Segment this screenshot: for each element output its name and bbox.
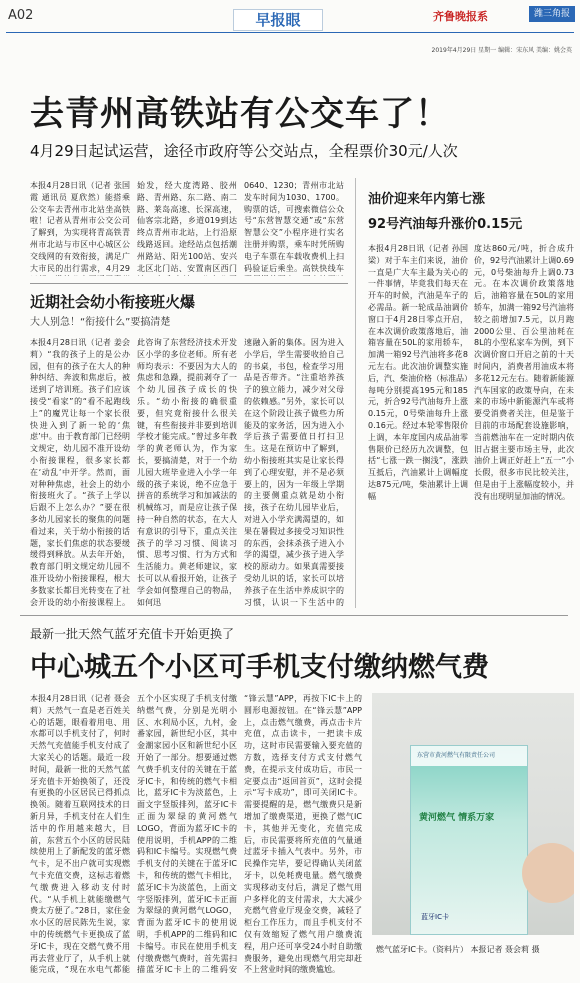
bus-col-2: 始发，经大度湾路、胶州路、青州路、东二路、南二路、莱岛高速、长深高速，仙客宗北路，乡道019到达终点青州市北站，上行沿原线路返回。途经站点包括潮州路站、阳光100站、安兴北区北门站、安置南区西门 [137, 181, 237, 273]
gas-card-photo [372, 693, 574, 935]
bus-headline: 去青州高铁站有公交车了！ [30, 94, 450, 134]
photo-caption: 燃气蓝牙IC卡。（资料片） 本报记者 聂会莉 摄 [376, 945, 540, 954]
tutoring-headline: 近期社会幼小衔接班火爆 [30, 293, 196, 311]
tutoring-subheadline: 大人别急！“衔接什么”要搞清楚 [30, 317, 171, 328]
tutoring-col-1: 本报4月28日讯（记者 姜会莉）“我的孩子上的是公办园，但有的孩子在大人的种种纠结、奔波和焦虑后，被送到了培训班。孩子们应该接受“看家”的“看不起跑线上”的魔咒让每一个家长很快进入到了新一轮的‘焦虑’中。由于教育部门已经明文规定，幼儿园不准开设幼小衔接课程，很多家长都在‘动乱’中开学。然而，面对种种焦虑，社会上的幼小衔接班火了。“孩子上学以后跟不上怎么办？”要在很多幼儿园家长的聚焦的问题看过来，关于幼小衔接的话题，家长们焦虑的状态要缓缓得到释放。从去年开始，教育部门明文规定幼儿园不准开设幼小衔接课程，根大多数家长都目光转变在了社会开设的幼小衔接课程上。 [30, 338, 130, 607]
section-tab: 早报眼 [233, 9, 323, 31]
card-label: 蓝牙IC卡 [421, 913, 449, 921]
oil-headline: 油价迎来年内第七涨 [368, 192, 486, 207]
gas-col-2: 五个小区实现了手机支付缴纳燃气费，分别是光明小区、水利局小区，九村，金番家园，新世纪小区，其中金潮家园小区和新世纪小区开始了一部分。想要通过燃气费手机支付的关键在于蓝牙IC卡，和传统的燃气卡相比，蓝牙IC卡为淡蓝色，上面文字竖版排列，蓝牙IC卡正面为翠绿的黄河燃气LOGO，背面为蓝牙IC卡的使用说明，手机APP的二维码和IC卡编号。实现燃气费手机支付的关键在于蓝牙IC卡，和传统的燃气卡相比，蓝牙IC卡为淡蓝色，上面文字竖版排列，蓝牙IC卡正面为翠绿的黄河燃气LOGO，背面为蓝牙IC卡的使用说明，手机APP的二维码和IC卡编号。市民在使用手机支付缴费燃气费时，首先需扫描蓝牙IC卡上的二维码安 [137, 694, 237, 975]
gas-col-3: “锋云慧”APP，再按下IC卡上的圆形电源按钮。在“锋云慧”APP上，点击燃气缴费，再点击卡片充值，点击读卡，一把读卡成功，这时市民需要输入要充值的方数，选择支付方式支付燃气费，在提示支付成功后，市民一定要点击“返回首页”，这时会提示“写卡成功”，即可关闭IC卡。需要提醒的是，燃气缴费只是新增加了缴费渠道，更换了燃气IC卡，其他并无变化，充值完成后，市民需要将所充值的气量通过蓝牙卡插入气表中。另外，市民操作完毕，要记得确认关闭蓝牙卡，以免耗费电量。燃气缴费实现移动支付后，满足了燃气用户多样化的支付需求，大大减少充燃气营业厅现金交费，减轻了柜台工作压力，而且手机支付不仅有效缩短了燃气用户缴费流程，用户还可享受24小时自助缴费服务，避免出现燃气用完却赶不上营业时间的缴费尴尬。 [244, 694, 362, 975]
brand-logo: 齐鲁晚报系 [433, 10, 488, 23]
section-rule [20, 615, 568, 616]
page-number: A02 [8, 8, 34, 23]
brand-logo-badge: 潍三角报 [529, 6, 575, 22]
oil-subheadline: 92号汽油每升涨价0.15元 [368, 217, 523, 232]
card-slogan: 黄河燃气 情系万家 [419, 813, 495, 823]
bluetooth-ic-card [410, 745, 528, 935]
card-company-name: 东营市黄河燃气有限责任公司 [417, 752, 496, 759]
bus-col-3: 0640、1230；青州市北站发车时间为1030、1700。购票的话，可搜索微信公众号“东营智慧交通”或“东营智慧公交”小程序进行实名注册并购票，乘车时凭所购电子车票在车载收费机上扫码验证后乘坐。高铁快线车 [244, 181, 344, 273]
oil-col-1: 本报4月28日讯（记者 孙国梁）对于车主们来说，油价一直是广大车主最为关心的一件事情，毕竟我们每天在开车的时候，汽油是车子的必需品。新一轮成品油调价窗口于4月28日零点开启，在本次调价政策落地后，油箱容量在50L的家用轿车，加满一箱92号汽油将多花8元左右。此次油价调整实施后，汽、柴油价格（标准品）每吨分别提高195元和185元，折合92号汽油每升上涨0.15元，0号柴油每升上涨0.16元。经过本轮零售限价上调，本年度国内成品油零售限价已经历九次调整，包括“七涨一跌一搁浅”，涨跌互抵后，汽油累计上调幅度达875元/吨，柴油累计上调幅 [368, 244, 468, 501]
gas-kicker: 最新一批天然气蓝牙充值卡开始更换了 [30, 627, 235, 641]
tutoring-col-2: 此咨询了东营经济技术开发区小学的多位老师。所有老师均表示：不要因为大人的焦虑和急躁，提前剥夺了一个幼儿园孩子成长的快乐。“幼小衔接的确很重要，但究竟衔接什么很关键，有些衔接并非要到培训学校才能完成。”曾过多年教学的黄老师认为，作为家长，要搞清楚，对于一个幼儿园大班毕业进入小学一年级的孩子来说，绝不应急于拼音的系统学习和加减法的机械练习，而是应让孩子保持一种自然的状态，在大人有意识的引导下，重点关注孩子的学习习惯、阅读习惯、思考习惯、行为方式和生活能力。黄老师建议，家长可以从看报开始，让孩子学会如何整理自己的物品，如何迅 [137, 338, 237, 607]
header-rule [6, 32, 574, 33]
bus-col-1: 本报4月28日讯（记者 张国霞 通讯员 夏欣然）能搭乘公交车去青州市北站坐高铁啦！记者从青州市公交公司了解到，为实现将青高铁青州市北站与市区中心城区公交线网的有效衔接，满足广大市民的出行需求，4月29 [30, 181, 130, 273]
gas-col-1: 本报4月28日讯（记者 聂会莉）天然气一直是老百姓关心的话题，眼看着用电、用水都可以手机支付了，何时天然气充值能手机支付成了大家关心的话题。最近一段时间，最新一批的天然气蓝牙充值卡开始换领了，还没有更换的小区居民已得抓点换领。随着互联网技术的日新月异，手机支付在人们生活中的作用越来越大，目前，东营五个小区的居民陆续使用上了新配发的蓝牙燃气卡，足不出户就可实现燃气卡充值交费，这标志着燃气缴费进入移动支付时代。“从手机上就能缴燃气费太方便了。”28日，家住金水小区的居民陈先生说，家中的传统燃气卡更换成了蓝牙IC卡，现在交燃气费不用再去营业厅了，从手机上就能完成，“现在水电气都能 [30, 694, 130, 975]
bus-subheadline: 4月29日起试运营，途径市政府等公交站点，全程票价30元/人次 [30, 142, 458, 160]
date-line: 2019年4月29日 星期一 编辑：宋东风 美编：姚会英 [431, 47, 572, 54]
column-divider [355, 178, 356, 608]
tutoring-col-3: 速融入新的集体。因为进入小学后，学生需要收拾自己的书桌，书包，检查学习用品是否带齐。“注重培养孩子的独立能力，减少对父母的依赖感。”另外，家长可以在这个阶段让孩子做些力所能及的家务活，因为进入小学后孩子需要值日打扫卫生。这是在预访中了解到，幼小衔接班其实是让家长得到了心理安慰，并不是必须要上的，因为一年级上学期的主要侧重点就是幼小衔接，孩子在幼儿园毕业后，对进入小学充满渴望的，如果在暑假过多接受习知识性的东西，会抹杀孩子进入小学的渴望，减少孩子进入学校的原动力。如果真需要接受幼儿识的话，家长可以培养孩子在生活中养成识字的习惯，认识一下生活中的 [244, 338, 344, 607]
oil-col-2: 度达860元/吨，折合成升价，92号汽油累计上调0.69元，0号柴油每升上调0.73元。在本次调价政策落地后，油箱容量在50L的家用轿车，加满一箱92号汽油将较之前增加7.5元，以月跑2000公里、百公里油耗在8L的小型私家车为例，到下次调价窗口开启之前的十天时间内，消费者用油成本将多花12元左右。随着新能源汽车国家的政策导向，在未来的市场中新能源汽车或将要受消费者关注，但是鉴于目前的市场配套设施影响，当前燃油车在一定时期内依旧占据主要市场主导，此次油价上调正好赶上“五一”小长假，很多市民比较关注，但是由于上涨幅度较小，并没有出现明显加油的情况。 [474, 244, 574, 501]
hand-shape [522, 843, 574, 903]
section-rule [30, 283, 348, 284]
gas-headline: 中心城五个小区可手机支付缴纳燃气费 [30, 652, 489, 683]
